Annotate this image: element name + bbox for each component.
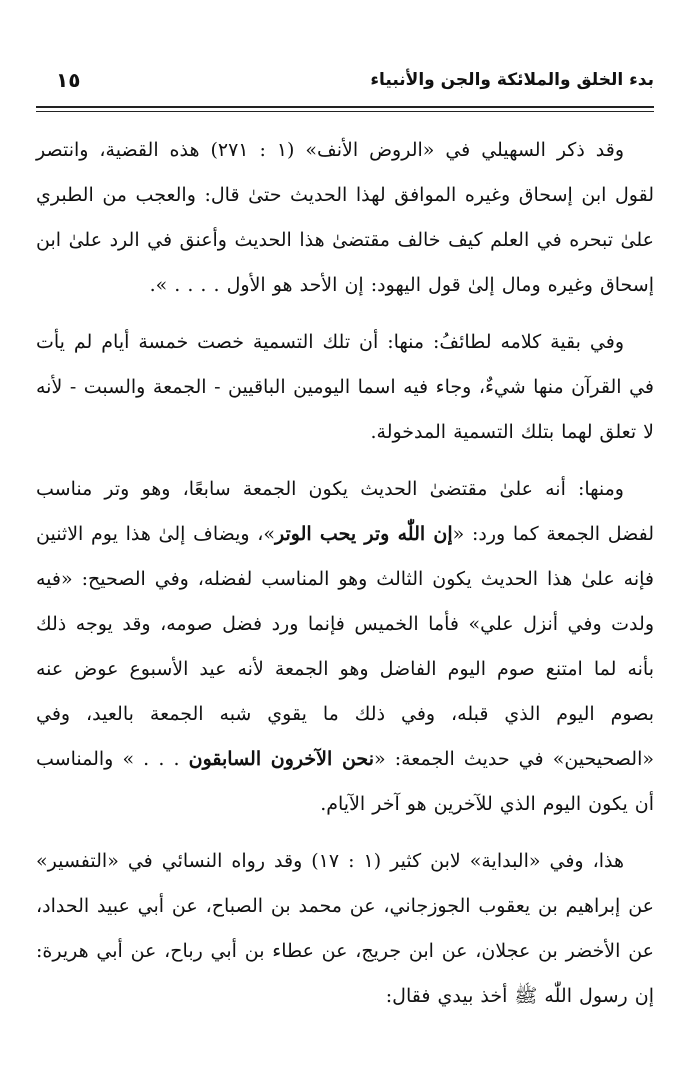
paragraph-3-part-2: »، ويضاف إلىٰ هذا يوم الاثنين فإنه علىٰ هذا الحديث يكون الثالث وهو المناسب لفضله، وفي الصحيح: «فيه ولدت وفي أنزل علي» فأما الخميس فإنما ورد فضل صومه، وقد يوجه ذلك بأنه لما امتنع صوم اليوم الفاضل وهو الجمعة لأنه عيد الأسبوع عوض عنه بصوم اليوم الذي قبله، وفي ذلك ما يقوي شبه الجمعة بالعيد، وفي «الصحيحين» في حديث الجمعة: « [36, 523, 654, 770]
paragraph-1: وقد ذكر السهيلي في «الروض الأنف» (١ : ٢٧١) هذه القضية، وانتصر لقول ابن إسحاق وغيره الموافق لهذا الحديث حتىٰ قال: والعجب من الطبري علىٰ تبحره في العلم كيف خالف مقتضىٰ هذا الحديث وأعنق في الرد علىٰ ابن إسحاق وغيره ومال إلىٰ قول اليهود: إن الأحد هو الأول . . . . ». [36, 139, 654, 296]
hadith-quote-akhirun: نحن الآخرون السابقون [188, 748, 374, 770]
paragraph-3-part-3: . . . » والمناسب أن يكون اليوم الذي للآخرين هو آخر الآيام. [36, 748, 654, 815]
header-divider [36, 106, 654, 112]
paragraph-3-part-1: ومنها: أنه علىٰ مقتضىٰ الحديث يكون الجمعة سابعًا، وهو وتر مناسب لفضل الجمعة كما ورد: « [36, 478, 655, 545]
paragraph-3 [36, 467, 654, 827]
running-header [36, 60, 654, 100]
page-number: ١٥ [56, 68, 81, 92]
paragraph-4: هذا، وفي «البداية» لابن كثير (١ : ١٧) وقد رواه النسائي في «التفسير» عن إبراهيم بن يعقوب الجوزجاني، عن محمد بن الصباح، عن أبي عبيد الحداد، عن الأخضر بن عجلان، عن ابن جريج، عن عطاء بن أبي رباح، عن أبي هريرة: إن رسول اللّٰه ﷺ أخذ بيدي فقال: [36, 850, 654, 1007]
paragraph-2: وفي بقية كلامه لطائفُ: منها: أن تلك التسمية خصت خمسة أيام لم يأت في القرآن منها شيءٌ، وجاء فيه اسما اليومين الباقيين - الجمعة والسبت - لأنه لا تعلق لهما بتلك التسمية المدخولة. [36, 331, 654, 443]
running-title: بدء الخلق والملائكة والجن والأنبياء [370, 70, 654, 90]
book-page [36, 60, 654, 1067]
page-body [36, 128, 654, 1019]
hadith-quote-witr: إن اللّٰه وتر يحب الوتر [275, 523, 453, 545]
